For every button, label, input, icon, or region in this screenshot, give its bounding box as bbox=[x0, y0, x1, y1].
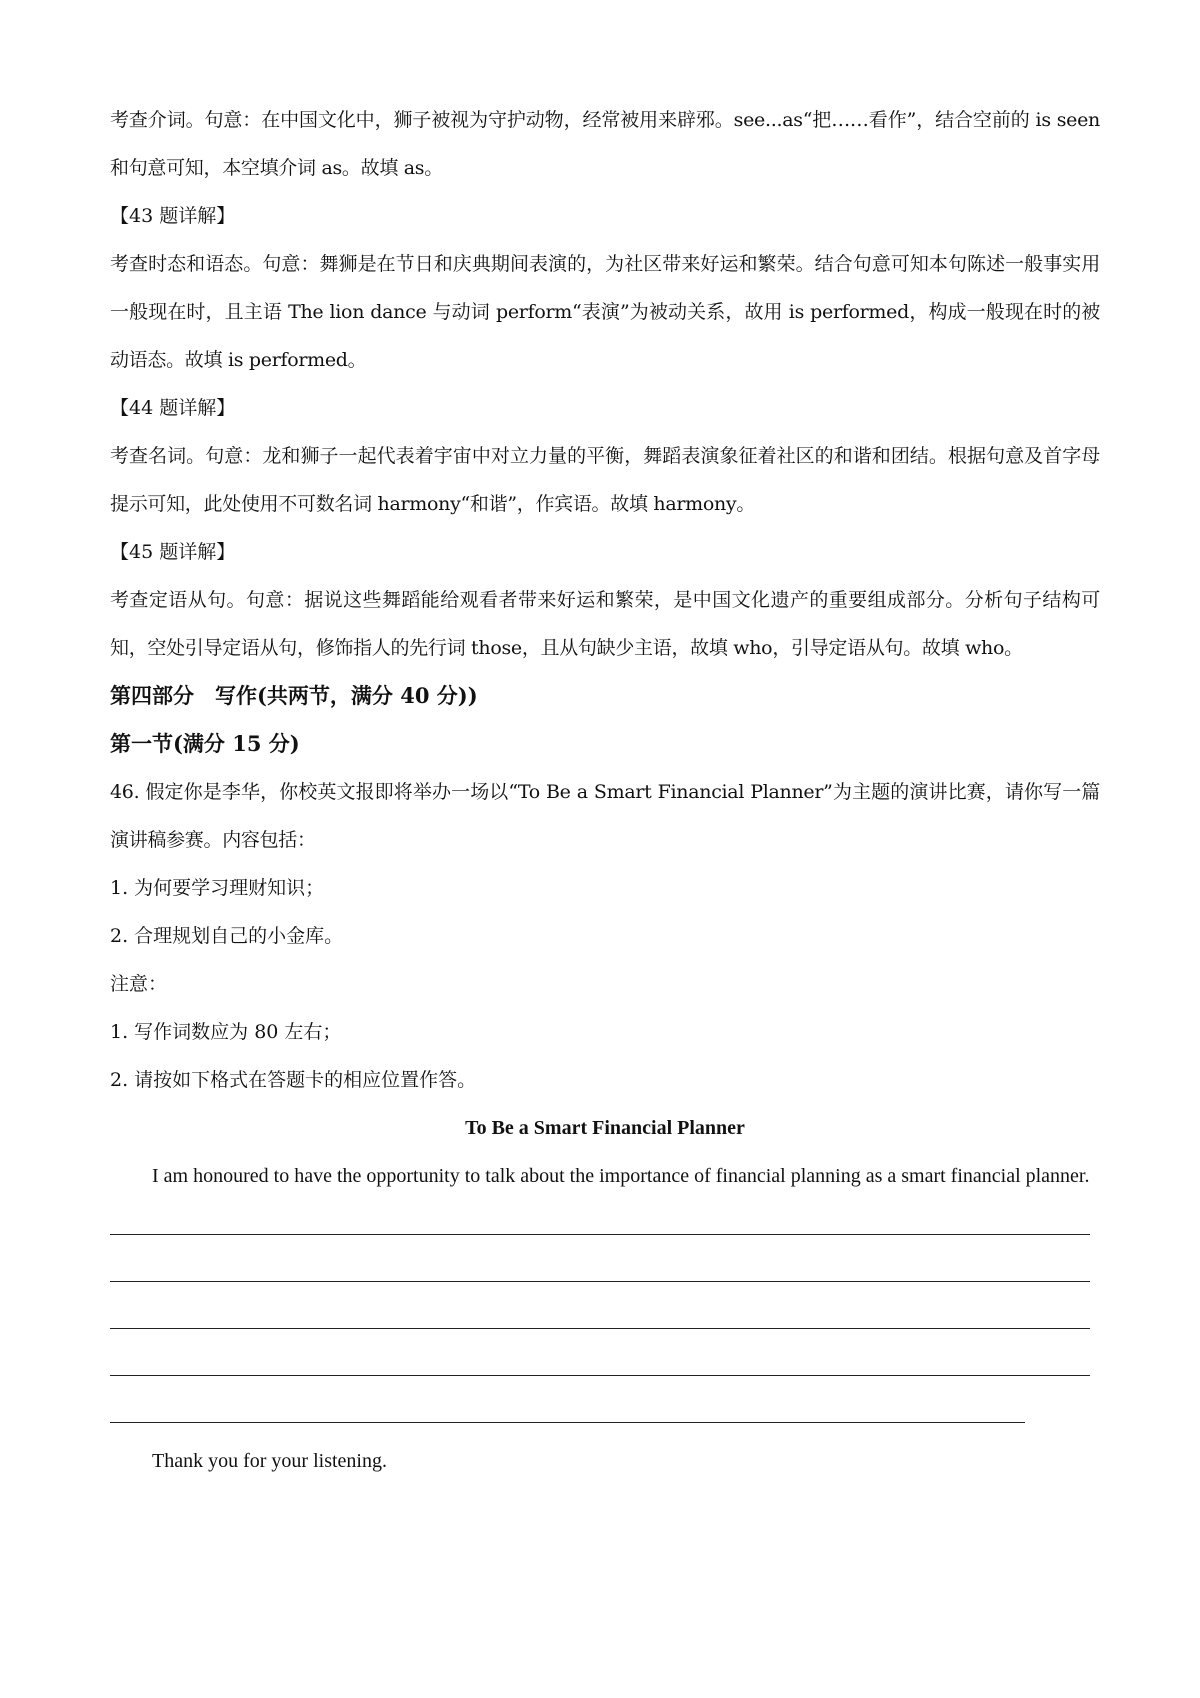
answer-line[interactable] bbox=[110, 1294, 1100, 1341]
q45-heading: 【45 题详解】 bbox=[110, 541, 236, 563]
q45-explanation: 考查定语从句。句意：据说这些舞蹈能给观看者带来好运和繁荣，是中国文化遗产的重要组成部分。分析句子结构可知，空处引导定语从句，修饰指人的先行词 those，且从句缺少主语，故填 who，引导定语从句。故填 who。 bbox=[110, 589, 1100, 659]
section-one-heading: 第一节(满分 15 分) bbox=[110, 731, 300, 756]
essay-closing: Thank you for your listening. bbox=[152, 1450, 387, 1472]
answer-line[interactable] bbox=[110, 1341, 1100, 1388]
note-item-2: 2. 请按如下格式在答题卡的相应位置作答。 bbox=[110, 1069, 477, 1091]
note-item-1: 1. 写作词数应为 80 左右； bbox=[110, 1021, 342, 1043]
q44-explanation: 考查名词。句意：龙和狮子一起代表着宇宙中对立力量的平衡，舞蹈表演象征着社区的和谐和团结。根据句意及首字母提示可知，此处使用不可数名词 harmony“和谐”，作宾语。故填 harmony。 bbox=[110, 445, 1100, 515]
essay-title: To Be a Smart Financial Planner bbox=[465, 1117, 745, 1139]
q43-explanation: 考查时态和语态。句意：舞狮是在节日和庆典期间表演的，为社区带来好运和繁荣。结合句意可知本句陈述一般事实用一般现在时，且主语 The lion dance 与动词 perform“表演”为被动关系，故用 is performed，构成一般现在时的被动语态。故填 is performed。 bbox=[110, 253, 1100, 371]
q43-heading: 【43 题详解】 bbox=[110, 205, 236, 227]
essay-opening: I am honoured to have the opportunity to talk about the importance of financial planning as a smart financial planner. bbox=[152, 1165, 1090, 1187]
q42-explanation: 考查介词。句意：在中国文化中，狮子被视为守护动物，经常被用来辟邪。see...as“把……看作”，结合空前的 is seen 和句意可知，本空填介词 as。故填 as。 bbox=[110, 109, 1100, 179]
q44-heading: 【44 题详解】 bbox=[110, 397, 236, 419]
answer-line[interactable] bbox=[110, 1388, 1100, 1435]
part-four-heading: 第四部分 写作(共两节，满分 40 分)) bbox=[110, 683, 478, 708]
task-content-item-1: 1. 为何要学习理财知识； bbox=[110, 877, 325, 899]
answer-line[interactable] bbox=[110, 1200, 1100, 1247]
writing-task-prompt: 46. 假定你是李华，你校英文报即将举办一场以“To Be a Smart Financial Planner”为主题的演讲比赛，请你写一篇演讲稿参赛。内容包括： bbox=[110, 781, 1100, 851]
task-content-item-2: 2. 合理规划自己的小金库。 bbox=[110, 925, 344, 947]
note-label: 注意： bbox=[110, 973, 168, 995]
answer-line[interactable] bbox=[110, 1247, 1100, 1294]
answer-lines bbox=[110, 1200, 1100, 1435]
document-page bbox=[110, 96, 1100, 1485]
